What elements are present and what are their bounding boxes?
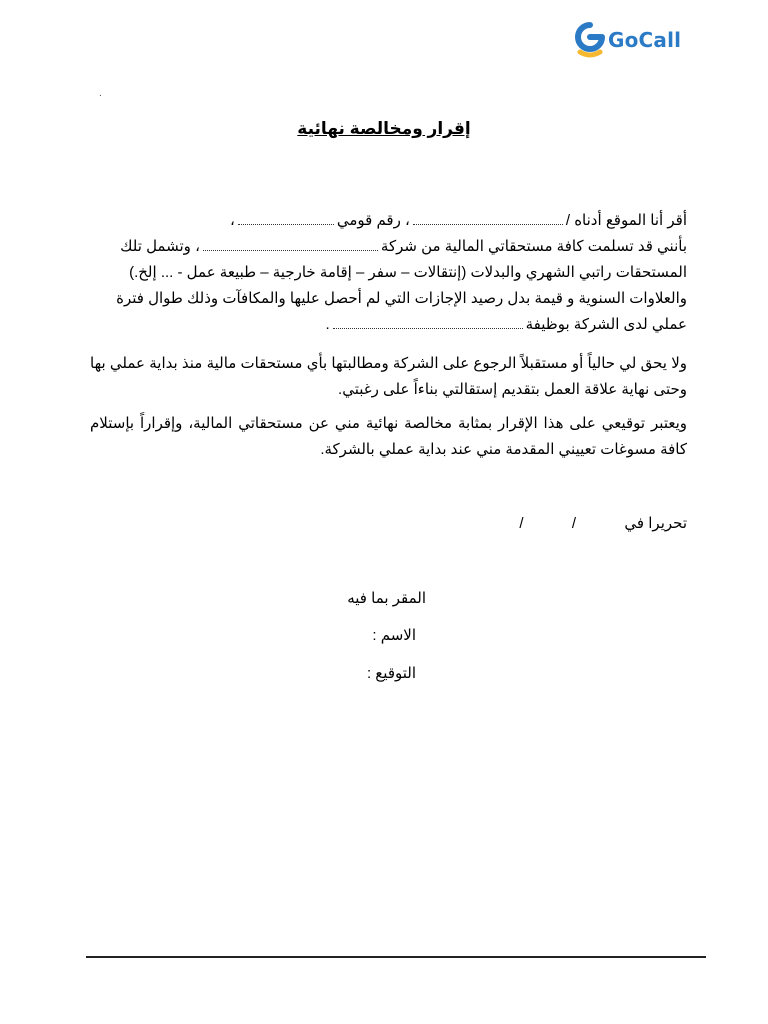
- name-label: الاسم :: [372, 627, 416, 644]
- date-row: [470, 514, 687, 532]
- text-intro: أقر أنا الموقع أدناه /: [565, 212, 687, 229]
- text-includes: ، وتشمل تلك: [120, 238, 200, 255]
- document-title: إقرار ومخالصة نهائية: [297, 119, 471, 138]
- text-received: بأنني قد تسلمت كافة مستحقاتي المالية من شركة: [380, 238, 687, 255]
- text-period: .: [325, 316, 330, 333]
- name-blank[interactable]: [413, 212, 563, 225]
- text-dues: المستحقات راتبي الشهري والبدلات (إنتقالات – سفر – إقامة خارجية – طبيعة عمل - ... إلخ.): [129, 264, 687, 281]
- date-separator: /: [571, 515, 577, 532]
- paragraph-final-settlement: [90, 411, 687, 463]
- signature-heading: المقر بما فيه: [347, 590, 426, 607]
- gocall-logo-icon: [574, 22, 606, 58]
- date-label: تحريرا في: [624, 515, 687, 532]
- logo-text: GoCall: [608, 28, 682, 52]
- text-allowances: والعلاوات السنوية و قيمة بدل رصيد الإجازات التي لم أحصل عليها والمكافآت وذلك طوال فترة: [116, 290, 687, 307]
- text-job: عملي لدى الشركة بوظيفة: [525, 316, 687, 333]
- text-final-settlement: ويعتبر توقيعي على هذا الإقرار بمثابة مخالصة نهائية مني عن مستحقاتي المالية، وإقراراً بإستلام كافة مسوغات تعييني المقدمة مني عند بداية عملي بالشركة.: [90, 415, 687, 458]
- text-national-id: ، رقم قومي: [336, 212, 410, 229]
- text-no-claims: ولا يحق لي حالياً أو مستقبلاً الرجوع على الشركة ومطالبتها بأي مستحقات مالية منذ بداية عملي بها وحتى نهاية علاقة العمل بتقديم إستقالتي بناءاً على رغبتي.: [90, 355, 687, 398]
- gocall-logo: [574, 22, 681, 58]
- company-blank[interactable]: [203, 238, 378, 251]
- date-separator: /: [519, 515, 524, 532]
- job-title-blank[interactable]: [333, 316, 523, 329]
- footer-divider: [86, 956, 706, 958]
- signature-label: التوقيع :: [366, 665, 416, 682]
- text-comma: ،: [229, 212, 235, 229]
- national-id-blank[interactable]: [238, 212, 334, 225]
- paragraph-acknowledgement: [90, 208, 687, 338]
- stray-mark: .: [99, 88, 102, 99]
- paragraph-no-claims: [90, 351, 687, 403]
